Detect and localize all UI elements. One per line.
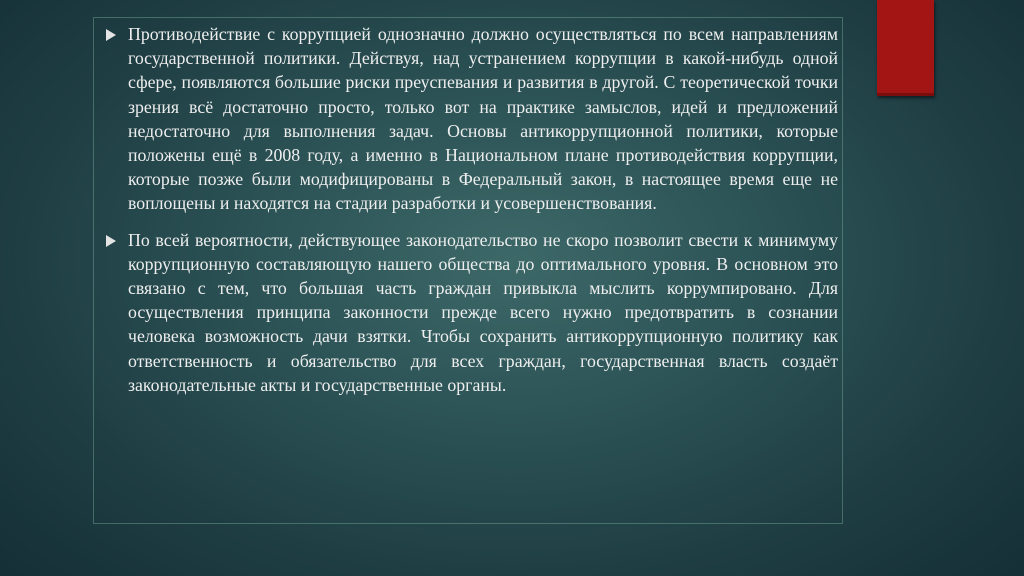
bullet-item-2 xyxy=(104,228,838,397)
triangle-bullet-icon xyxy=(106,29,116,41)
bullet-text-1: Противодействие с коррупцией однозначно должно осуществляться по всем направлениям государственной политики. Действуя, над устранением коррупции в какой-нибудь одной сфере, появляются большие риски преуспевания и развития в другой. С теоретической точки зрения всё достаточно просто, только вот на практике замыслов, идей и предложений недостаточно для выполнения задач. Основы антикоррупционной политики, которые положены ещё в 2008 году, а именно в Национальном плане противодействия коррупции, которые позже были модифицированы в Федеральный закон, в настоящее время еще не воплощены и находятся на стадии разработки и усовершенствования. xyxy=(128,24,838,214)
bullet-item-1 xyxy=(104,22,838,216)
red-accent-bar xyxy=(877,0,934,96)
triangle-bullet-icon xyxy=(106,235,116,247)
slide-content xyxy=(104,22,838,409)
bullet-text-2: По всей вероятности, действующее законодательство не скоро позволит свести к минимуму коррупционную составляющую нашего общества до оптимального уровня. В основном это связано с тем, что большая часть граждан привыкла мыслить коррумпировано. Для осуществления принципа законности прежде всего нужно предотвратить в сознании человека возможность дачи взятки. Чтобы сохранить антикоррупционную политику как ответственность и обязательство для всех граждан, государственная власть создаёт законодательные акты и государственные органы. xyxy=(128,229,838,395)
